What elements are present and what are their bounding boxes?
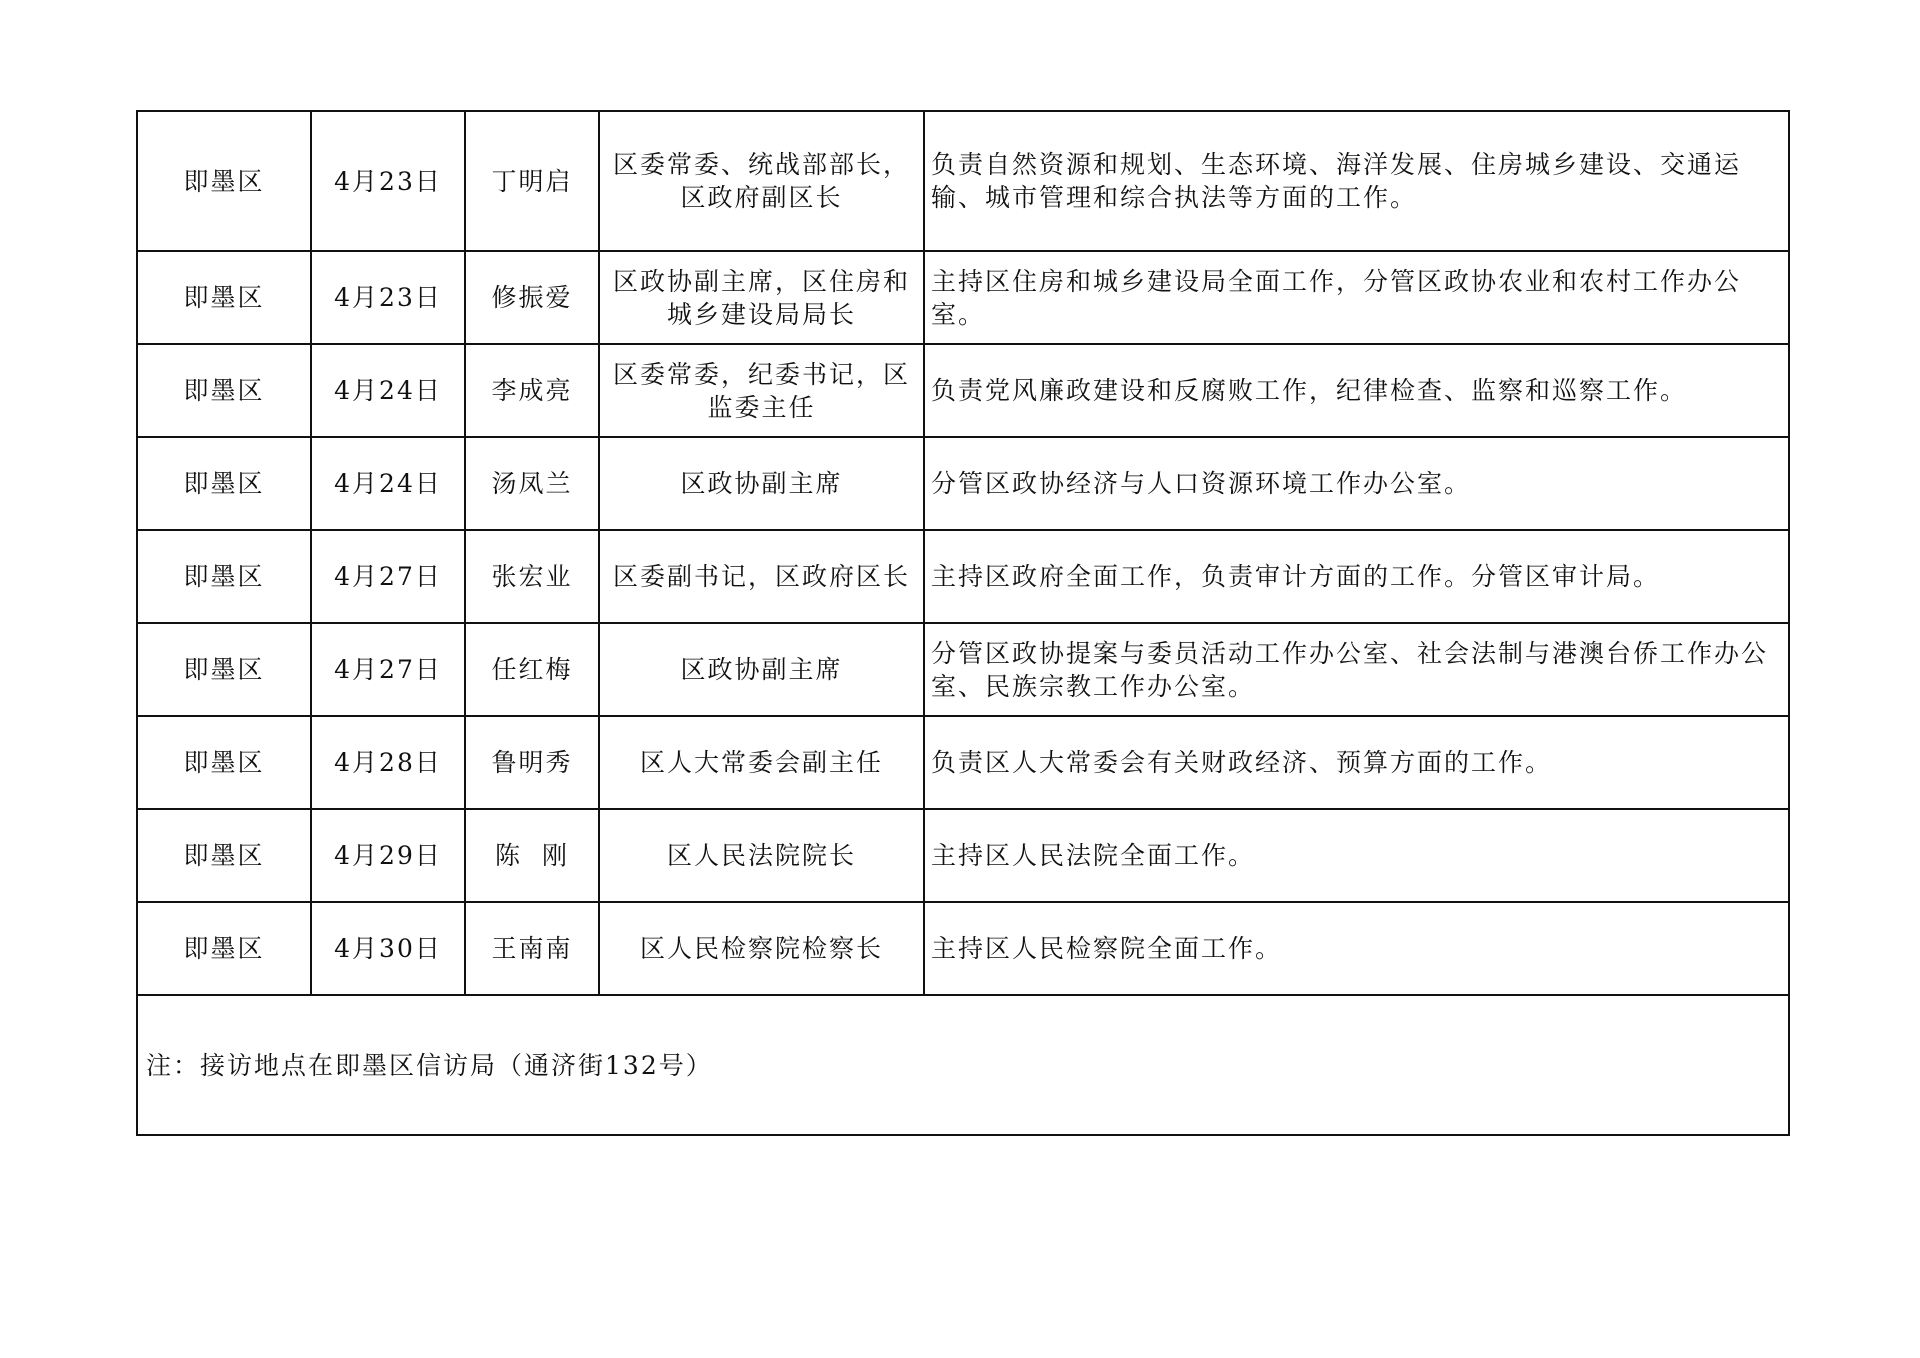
position-cell: 区委副书记，区政府区长: [599, 530, 924, 623]
name-cell: 丁明启: [465, 111, 599, 251]
date-cell: 4月29日: [311, 809, 465, 902]
position-cell: 区委常委、统战部部长，区政府副区长: [599, 111, 924, 251]
date-cell: 4月24日: [311, 437, 465, 530]
date-cell: 4月23日: [311, 111, 465, 251]
duty-cell: 负责区人大常委会有关财政经济、预算方面的工作。: [924, 716, 1789, 809]
table-row: [137, 530, 1789, 623]
table-row: [137, 716, 1789, 809]
duty-cell: 负责党风廉政建设和反腐败工作，纪律检查、监察和巡察工作。: [924, 344, 1789, 437]
duty-cell: 主持区政府全面工作，负责审计方面的工作。分管区审计局。: [924, 530, 1789, 623]
position-cell: 区委常委，纪委书记，区监委主任: [599, 344, 924, 437]
district-cell: 即墨区: [137, 437, 311, 530]
name-cell: 鲁明秀: [465, 716, 599, 809]
district-cell: 即墨区: [137, 623, 311, 716]
duty-cell: 主持区人民法院全面工作。: [924, 809, 1789, 902]
duty-cell: 主持区住房和城乡建设局全面工作，分管区政协农业和农村工作办公室。: [924, 251, 1789, 344]
name-cell: 张宏业: [465, 530, 599, 623]
table-row: [137, 437, 1789, 530]
district-cell: 即墨区: [137, 809, 311, 902]
table-row: [137, 111, 1789, 251]
position-cell: 区人大常委会副主任: [599, 716, 924, 809]
district-cell: 即墨区: [137, 530, 311, 623]
table-row: [137, 623, 1789, 716]
date-cell: 4月23日: [311, 251, 465, 344]
table-row: [137, 902, 1789, 995]
date-cell: 4月24日: [311, 344, 465, 437]
duty-cell: 分管区政协提案与委员活动工作办公室、社会法制与港澳台侨工作办公室、民族宗教工作办公室。: [924, 623, 1789, 716]
duty-cell: 负责自然资源和规划、生态环境、海洋发展、住房城乡建设、交通运输、城市管理和综合执法等方面的工作。: [924, 111, 1789, 251]
district-cell: 即墨区: [137, 902, 311, 995]
name-cell: 陈 刚: [465, 809, 599, 902]
name-cell: 任红梅: [465, 623, 599, 716]
name-cell: 汤凤兰: [465, 437, 599, 530]
table-row: [137, 251, 1789, 344]
schedule-table: [136, 110, 1790, 1136]
date-cell: 4月27日: [311, 623, 465, 716]
name-cell: 李成亮: [465, 344, 599, 437]
note-row: [137, 995, 1789, 1135]
date-cell: 4月30日: [311, 902, 465, 995]
district-cell: 即墨区: [137, 716, 311, 809]
date-cell: 4月28日: [311, 716, 465, 809]
district-cell: 即墨区: [137, 111, 311, 251]
position-cell: 区政协副主席: [599, 437, 924, 530]
table-row: [137, 344, 1789, 437]
note-text: 注：接访地点在即墨区信访局（通济街132号）: [137, 995, 1789, 1135]
duty-cell: 主持区人民检察院全面工作。: [924, 902, 1789, 995]
position-cell: 区政协副主席，区住房和城乡建设局局长: [599, 251, 924, 344]
duty-cell: 分管区政协经济与人口资源环境工作办公室。: [924, 437, 1789, 530]
position-cell: 区人民法院院长: [599, 809, 924, 902]
position-cell: 区人民检察院检察长: [599, 902, 924, 995]
table-row: [137, 809, 1789, 902]
position-cell: 区政协副主席: [599, 623, 924, 716]
name-cell: 王南南: [465, 902, 599, 995]
date-cell: 4月27日: [311, 530, 465, 623]
district-cell: 即墨区: [137, 344, 311, 437]
name-cell: 修振爱: [465, 251, 599, 344]
district-cell: 即墨区: [137, 251, 311, 344]
